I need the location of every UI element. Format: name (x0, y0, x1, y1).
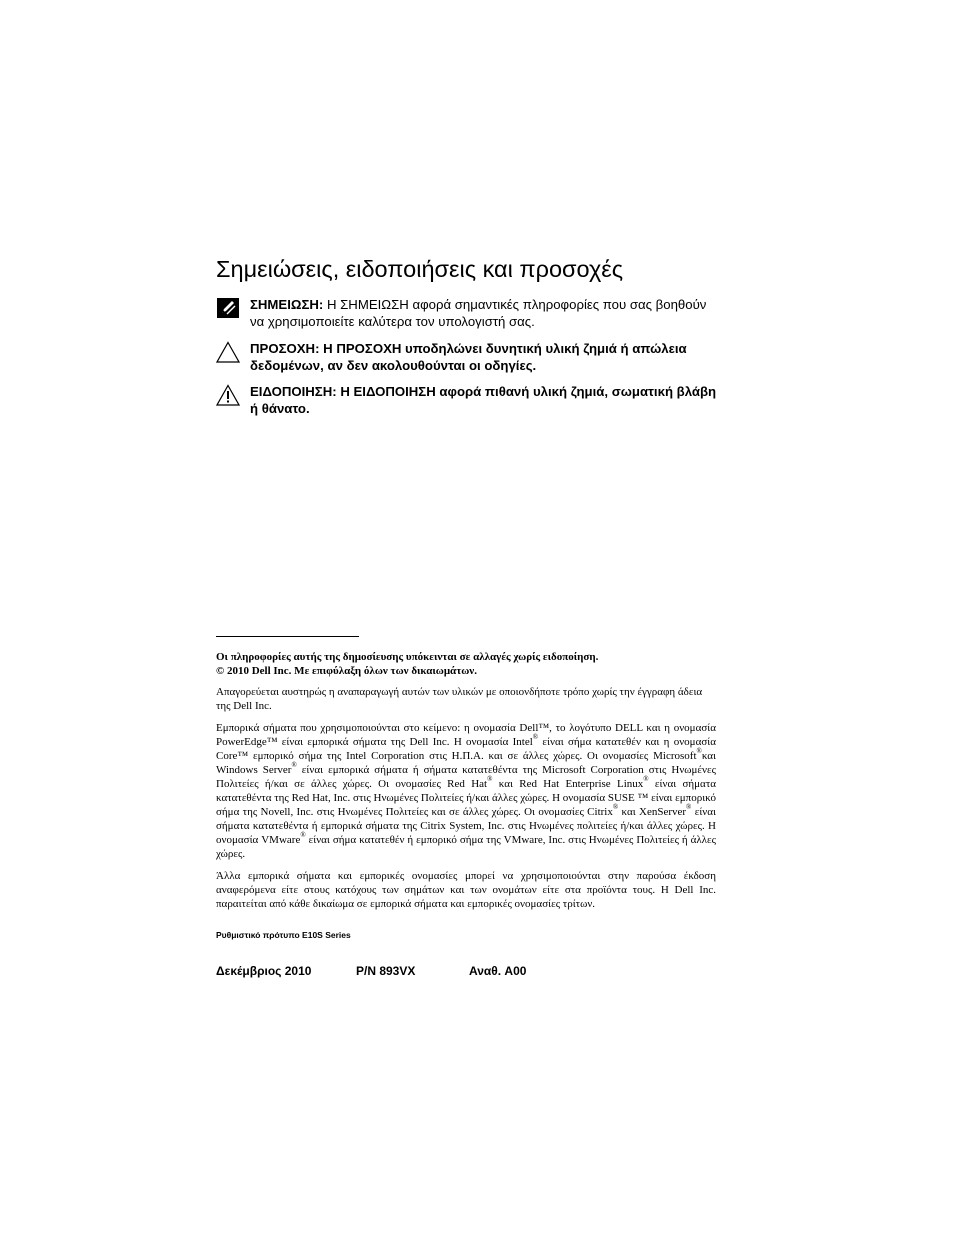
footnote-divider (216, 636, 359, 637)
info-disclaimer: Οι πληροφορίες αυτής της δημοσίευσης υπόκεινται σε αλλαγές χωρίς ειδοποίηση. (216, 651, 599, 663)
copyright-line: © 2010 Dell Inc. Με επιφύλαξη όλων των δικαιωμάτων. (216, 665, 477, 677)
warning-triangle-icon (216, 384, 240, 406)
regulatory-model: Ρυθμιστικό πρότυπο E10S Series (216, 930, 351, 940)
caution-text: Η ΠΡΟΣΟΧΗ υποδηλώνει δυνητική υλική ζημιά ή απώλεια δεδομένων, αν δεν ακολουθούνται οι οδηγίες. (250, 341, 687, 373)
caution-label: ΠΡΟΣΟΧΗ: (250, 341, 320, 356)
revision: Αναθ. A00 (469, 964, 527, 978)
warning-label: ΕΙΔΟΠΟΙΗΣΗ: (250, 384, 337, 399)
reproduction-notice: Απαγορεύεται αυστηρώς η αναπαραγωγή αυτών των υλικών με οποιονδήποτε τρόπο χωρίς την έγγραφη άδεια της Dell Inc. (216, 686, 703, 712)
trademarks-notice: Εμπορικά σήματα που χρησιμοποιούνται στο κείμενο: η ονομασία Dell™, το λογότυπο DELL και η ονομασία PowerEdge™ είναι εμπορικά σήματα της Dell Inc. Η ονομασία Intel® είναι σήμα κατατεθέν και η ονομασία Core™ εμπορικό σήμα της Intel Corporation στις Η.Π.Α. και σε άλλες χώρες. Οι ονομασίες Microsoft®και Windows Server® είναι εμπορικά σήματα ή σήματα κατατεθέντα της Microsoft Corporation στις Ηνωμένες Πολιτείες ή/και σε άλλες χώρες. Οι ονομασίες Red Hat® και Red Hat Enterprise Linux® είναι σήματα κατατεθέντα της Red Hat, Inc. στις Ηνωμένες Πολιτείες ή/και άλλες χώρες. Η ονομασία SUSE ™ είναι εμπορικό σήμα της Novell, Inc. στις Ηνωμένες Πολιτείες και σε άλλες χώρες. Οι ονομασίες Citrix® και XenServer® είναι σήματα κατατεθέντα ή εμπορικά σήματα της Citrix System, Inc. στις Ηνωμένες πολιτείες ή/και άλλες χώρες. Η ονομασία VMware® είναι σήμα κατατεθέν ή εμπορικό σήμα της VMware, Inc. στις Ηνωμένες Πολιτείες ή άλλες χώρες. (216, 722, 717, 860)
warning-text: Η ΕΙΔΟΠΟΙΗΣΗ αφορά πιθανή υλική ζημιά, σωματική βλάβη ή θάνατο. (250, 384, 717, 416)
note-pencil-icon (216, 297, 240, 319)
other-trademarks-notice: Άλλα εμπορικά σήματα και εμπορικές ονομασίες μπορεί να χρησιμοποιούνται στην παρούσα έκδοση αναφερόμενα είτε στους κατόχους των σημάτων και των ονομάτων είτε στα προϊόντα τους. Η Dell Inc. παραιτείται από κάθε δικαίωμα σε εμπορικά σήματα και εμπορικές ονομασίες τρίτων. (216, 870, 716, 910)
caution-triangle-icon (216, 341, 240, 363)
note-text: Η ΣΗΜΕΙΩΣΗ αφορά σημαντικές πληροφορίες που σας βοηθούν να χρησιμοποιείτε καλύτερα τον υπολογιστή σας. (250, 297, 707, 329)
publication-date: Δεκέμβριος 2010 (216, 964, 312, 978)
warning-callout (216, 383, 716, 423)
page-title: Σημειώσεις, ειδοποιήσεις και προσοχές (216, 256, 624, 282)
note-callout (216, 296, 716, 336)
note-label: ΣΗΜΕΙΩΣΗ: (250, 297, 324, 312)
part-number: P/N 893VX (356, 964, 416, 978)
publication-info (216, 650, 716, 678)
caution-callout (216, 340, 716, 380)
